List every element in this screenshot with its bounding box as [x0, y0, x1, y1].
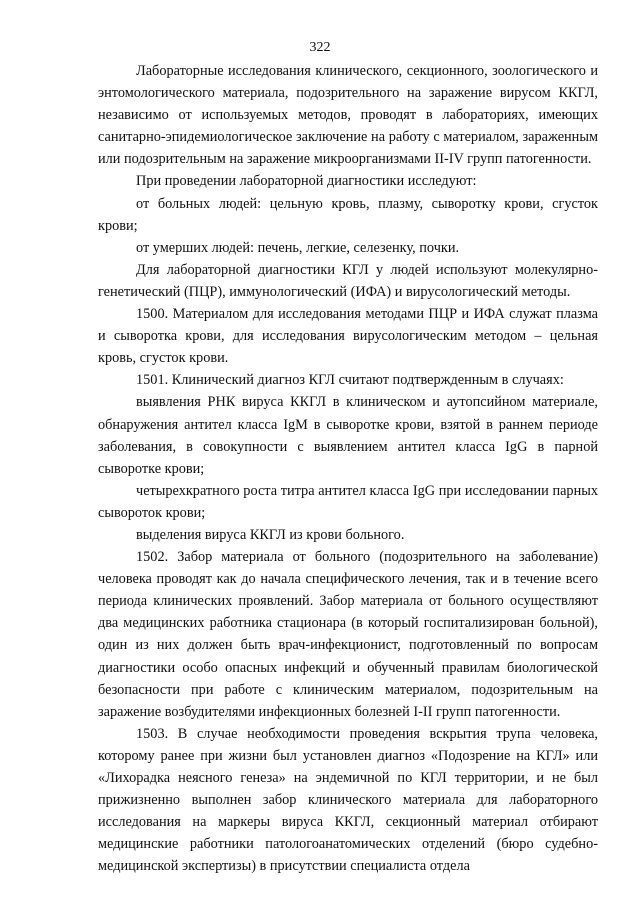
paragraph-from-deceased: от умерших людей: печень, легкие, селезенку, почки. — [136, 239, 460, 256]
document-body — [98, 60, 598, 877]
paragraph-rna-detection: выявления РНК вируса ККГЛ в клиническом и аутопсийном материале, обнаружения антител класса IgM в сыворотке крови, взятой в раннем периоде заболевания, в совокупности с выявлением антител класса IgG в парной сыворотке крови; — [98, 394, 598, 477]
paragraph-1503: 1503. В случае необходимости проведения вскрытия трупа человека, которому ранее при жизни был установлен диагноз «Подозрение на КГЛ» или «Лихорадка неясного генеза» на эндемичной по КГЛ территории, и не был прижизненно выполнен забор клинического материала для лабораторного исследования на маркеры вируса ККГЛ, секционный материал отбирают медицинские работники патологоанатомических отделений (бюро судебно-медицинской экспертизы) в присутствии специалиста отдела — [98, 725, 598, 875]
paragraph-lab-research: Лабораторные исследования клинического, секционного, зоологического и энтомологического материала, подозрительного на заражение вирусом ККГЛ, независимо от используемых методов, проводят в лабораториях, имеющих санитарно-эпидемиологическое заключение на работу с материалом, зараженным или подозрительным на заражение микроорганизмами II-IV групп патогенности. — [98, 63, 598, 168]
paragraph-methods: Для лабораторной диагностики КГЛ у людей используют молекулярно-генетический (ПЦР), иммунологический (ИФА) и вирусологический методы. — [98, 261, 598, 300]
paragraph-from-patients: от больных людей: цельную кровь, плазму, сыворотку крови, сгусток крови; — [98, 195, 598, 234]
page-number: 322 — [309, 40, 331, 55]
paragraph-titer-growth: четырехкратного роста титра антител класса IgG при исследовании парных сывороток крови; — [98, 482, 598, 521]
paragraph-1502: 1502. Забор материала от больного (подозрительного на заболевание) человека проводят как до начала специфического лечения, так и в течение всего периода клинических проявлений. Забор материала от больного осуществляют два медицинских работника стационара (в который госпитализирован больной), один из них должен быть врач-инфекционист, подготовленный по вопросам диагностики особо опасных инфекций и обученный правилам биологической безопасности при работе с клиническим материалом, подозрительным на заражение возбудителями инфекционных болезней I-II групп патогенности. — [98, 549, 598, 720]
paragraph-diagnostics-intro: При проведении лабораторной диагностики исследуют: — [136, 173, 477, 190]
paragraph-1500: 1500. Материалом для исследования методами ПЦР и ИФА служат плазма и сыворотка крови, для исследования вирусологическим методом – цельная кровь, сгусток крови. — [98, 306, 598, 367]
paragraph-virus-isolation: выделения вируса ККГЛ из крови больного. — [136, 526, 405, 543]
paragraph-1501: 1501. Клинический диагноз КГЛ считают подтвержденным в случаях: — [136, 372, 564, 389]
